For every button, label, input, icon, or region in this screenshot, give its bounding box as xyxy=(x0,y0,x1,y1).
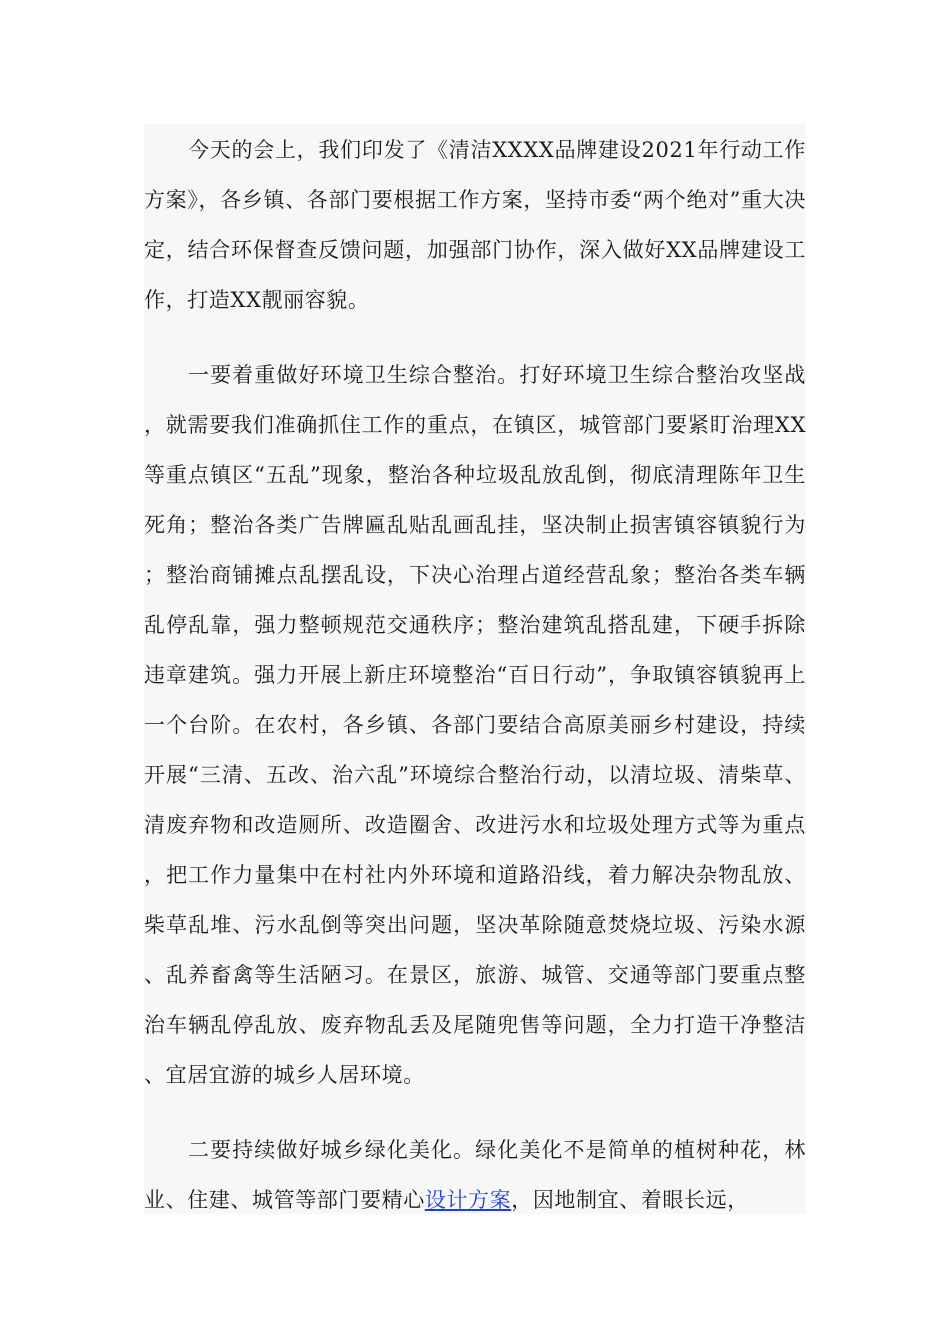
document-body xyxy=(144,124,806,1214)
paragraph-intro xyxy=(144,125,806,325)
paragraph-environment-rectification-text: 一要着重做好环境卫生综合整治。打好环境卫生综合整治攻坚战，就需要我们准确抓住工作的重点，在镇区，城管部门要紧盯治理XX等重点镇区“五乱”现象，整治各种垃圾乱放乱倒，彻底清理陈年卫生死角；整治各类广告牌匾乱贴乱画乱挂，坚决制止损害镇容镇貌行为；整治商铺摊点乱摆乱设，下决心治理占道经营乱象；整治各类车辆乱停乱靠，强力整顿规范交通秩序；整治建筑乱搭乱建，下硬手拆除违章建筑。强力开展上新庄环境整治“百日行动”，争取镇容镇貌再上一个台阶。在农村，各乡镇、各部门要结合高原美丽乡村建设，持续开展“三清、五改、治六乱”环境综合整治行动，以清垃圾、清柴草、清废弃物和改造厕所、改造圈舍、改进污水和垃圾处理方式等为重点，把工作力量集中在村社内外环境和道路沿线，着力解决杂物乱放、柴草乱堆、污水乱倒等突出问题，坚决革除随意焚烧垃圾、污染水源、乱养畜禽等生活陋习。在景区，旅游、城管、交通等部门要重点整治车辆乱停乱放、废弃物乱丢及尾随兜售等问题，全力打造干净整洁、宜居宜游的城乡人居环境。 xyxy=(144,363,806,1087)
paragraph-greening-text-after: ，因地制宜、着眼长远， xyxy=(511,1188,749,1212)
design-plan-link[interactable]: 设计方案 xyxy=(424,1188,512,1212)
paragraph-intro-text: 今天的会上，我们印发了《清洁XXXX品牌建设2021年行动工作方案》，各乡镇、各部门要根据工作方案，坚持市委“两个绝对”重大决定，结合环保督查反馈问题，加强部门协作，深入做好XX品牌建设工作，打造XX靓丽容貌。 xyxy=(144,138,806,312)
paragraph-greening-text-before: 二要持续做好城乡绿化美化。绿化美化不是简单的植树种花，林业、住建、城管等部门要精心 xyxy=(144,1138,806,1212)
paragraph-environment-rectification xyxy=(144,350,806,1100)
paragraph-greening xyxy=(144,1125,806,1214)
